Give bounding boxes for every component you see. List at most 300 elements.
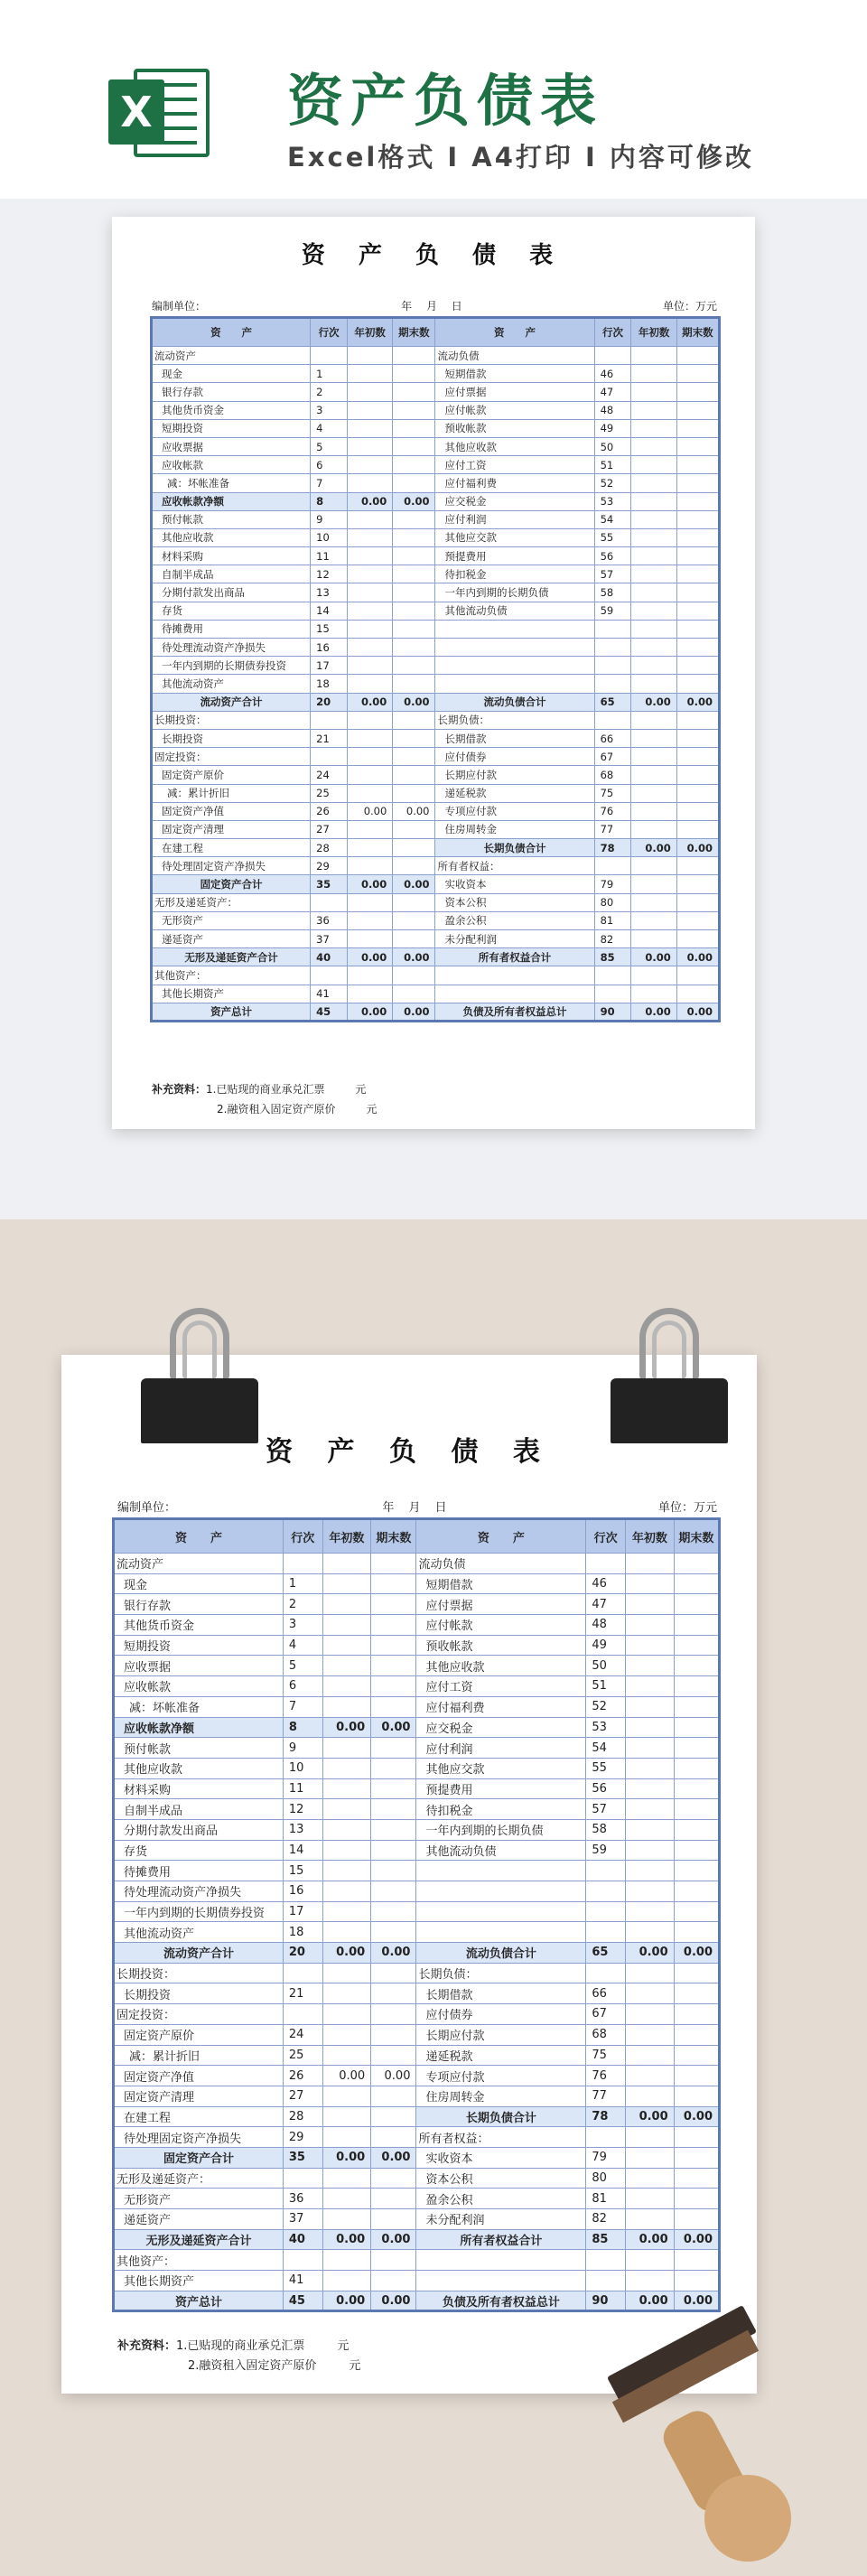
table-cell[interactable] (393, 620, 435, 638)
table-cell[interactable] (676, 748, 719, 766)
table-cell[interactable]: 9 (311, 510, 348, 528)
table-cell[interactable] (322, 1696, 371, 1717)
table-cell[interactable] (674, 2209, 719, 2230)
table-cell[interactable]: 1 (283, 1573, 322, 1594)
table-cell[interactable]: 67 (594, 748, 631, 766)
table-cell[interactable]: 90 (586, 2291, 626, 2311)
table-cell[interactable]: 5 (283, 1656, 322, 1676)
table-cell[interactable]: 其他应交款 (435, 528, 594, 546)
table-cell[interactable] (371, 1861, 416, 1881)
table-cell[interactable] (322, 1656, 371, 1676)
table-cell[interactable] (631, 565, 676, 583)
table-cell[interactable] (625, 1758, 674, 1778)
table-cell[interactable]: 79 (586, 2147, 626, 2168)
table-cell[interactable] (322, 1861, 371, 1881)
table-cell[interactable]: 82 (586, 2209, 626, 2230)
table-cell[interactable] (674, 1819, 719, 1840)
table-cell[interactable]: 自制半成品 (152, 565, 311, 583)
table-cell[interactable]: 18 (311, 675, 348, 693)
table-cell[interactable]: 递延资产 (114, 2209, 284, 2230)
table-cell[interactable] (371, 1758, 416, 1778)
table-cell[interactable] (674, 1635, 719, 1656)
table-cell[interactable]: 长期投资： (152, 711, 311, 729)
table-cell[interactable] (631, 893, 676, 911)
table-cell[interactable] (322, 1615, 371, 1636)
table-cell[interactable]: 82 (594, 930, 631, 948)
table-cell[interactable] (322, 1573, 371, 1594)
table-cell[interactable] (393, 985, 435, 1003)
table-cell[interactable]: 无形及递延资产： (114, 2168, 284, 2189)
table-cell[interactable]: 应交税金 (435, 492, 594, 510)
table-cell[interactable]: 14 (283, 1840, 322, 1861)
table-cell[interactable] (393, 657, 435, 675)
table-cell[interactable]: 66 (586, 1983, 626, 2004)
table-cell[interactable]: 0.00 (348, 693, 393, 711)
table-cell[interactable] (586, 1881, 626, 1902)
table-cell[interactable] (625, 2004, 674, 2025)
table-cell[interactable] (348, 711, 393, 729)
table-cell[interactable] (393, 675, 435, 693)
table-cell[interactable]: 应付帐款 (416, 1615, 586, 1636)
table-cell[interactable]: 56 (586, 1778, 626, 1799)
table-cell[interactable] (348, 565, 393, 583)
table-cell[interactable]: 6 (283, 1676, 322, 1697)
table-cell[interactable]: 75 (586, 2045, 626, 2066)
table-cell[interactable] (371, 2024, 416, 2045)
table-cell[interactable]: 45 (283, 2291, 322, 2311)
table-cell[interactable]: 0.00 (371, 2066, 416, 2086)
table-cell[interactable]: 材料采购 (114, 1778, 284, 1799)
table-cell[interactable] (371, 1881, 416, 1902)
table-cell[interactable] (322, 1758, 371, 1778)
table-cell[interactable]: 固定资产清理 (114, 2086, 284, 2106)
table-cell[interactable]: 0.00 (348, 875, 393, 893)
table-cell[interactable] (283, 2004, 322, 2025)
table-cell[interactable]: 应付工资 (416, 1676, 586, 1697)
table-cell[interactable]: 分期付款发出商品 (114, 1819, 284, 1840)
table-cell[interactable]: 未分配利润 (435, 930, 594, 948)
table-cell[interactable]: 固定资产原价 (114, 2024, 284, 2045)
table-cell[interactable]: 现金 (152, 365, 311, 383)
table-cell[interactable]: 0.00 (322, 1717, 371, 1738)
table-cell[interactable]: 17 (283, 1901, 322, 1922)
table-cell[interactable] (676, 857, 719, 875)
table-cell[interactable]: 0.00 (393, 948, 435, 966)
table-cell[interactable]: 长期应付款 (416, 2024, 586, 2045)
table-cell[interactable]: 0.00 (371, 2147, 416, 2168)
table-cell[interactable] (674, 2147, 719, 2168)
table-cell[interactable]: 实收资本 (435, 875, 594, 893)
table-cell[interactable]: 资本公积 (435, 893, 594, 911)
table-cell[interactable]: 48 (586, 1615, 626, 1636)
table-cell[interactable] (371, 1676, 416, 1697)
table-cell[interactable] (348, 510, 393, 528)
table-cell[interactable] (322, 1819, 371, 1840)
table-cell[interactable]: 负债及所有者权益总计 (416, 2291, 586, 2311)
table-cell[interactable] (322, 2024, 371, 2045)
table-cell[interactable]: 应付票据 (416, 1594, 586, 1615)
table-cell[interactable] (631, 492, 676, 510)
table-cell[interactable]: 13 (311, 583, 348, 602)
table-cell[interactable]: 2 (283, 1594, 322, 1615)
table-cell[interactable]: 26 (311, 802, 348, 820)
table-cell[interactable]: 待处理固定资产净损失 (152, 857, 311, 875)
table-cell[interactable] (625, 1778, 674, 1799)
table-cell[interactable] (322, 2168, 371, 2189)
table-cell[interactable] (371, 2045, 416, 2066)
table-cell[interactable] (348, 639, 393, 657)
table-cell[interactable]: 待处理流动资产净损失 (152, 639, 311, 657)
table-cell[interactable] (371, 2004, 416, 2025)
table-cell[interactable] (348, 911, 393, 929)
table-cell[interactable] (594, 675, 631, 693)
table-cell[interactable] (631, 766, 676, 784)
table-cell[interactable] (676, 510, 719, 528)
table-cell[interactable] (674, 1840, 719, 1861)
table-cell[interactable] (393, 784, 435, 802)
table-cell[interactable] (676, 474, 719, 492)
table-cell[interactable] (674, 1901, 719, 1922)
table-cell[interactable] (311, 711, 348, 729)
table-cell[interactable] (435, 620, 594, 638)
table-cell[interactable] (625, 2127, 674, 2148)
table-cell[interactable]: 应付帐款 (435, 401, 594, 419)
table-cell[interactable] (348, 419, 393, 437)
table-cell[interactable] (676, 893, 719, 911)
table-cell[interactable]: 20 (311, 693, 348, 711)
table-cell[interactable] (393, 839, 435, 857)
table-cell[interactable] (631, 547, 676, 565)
table-cell[interactable]: 银行存款 (114, 1594, 284, 1615)
table-cell[interactable] (322, 1840, 371, 1861)
table-cell[interactable] (322, 2106, 371, 2127)
table-cell[interactable]: 银行存款 (152, 383, 311, 401)
table-cell[interactable] (631, 347, 676, 365)
table-cell[interactable]: 长期应付款 (435, 766, 594, 784)
table-cell[interactable]: 一年内到期的长期负债 (435, 583, 594, 602)
table-cell[interactable]: 49 (594, 419, 631, 437)
table-cell[interactable] (393, 401, 435, 419)
table-cell[interactable] (416, 1881, 586, 1902)
table-cell[interactable] (625, 1799, 674, 1820)
table-cell[interactable] (322, 1963, 371, 1983)
table-cell[interactable] (625, 2024, 674, 2045)
table-cell[interactable] (674, 1963, 719, 1983)
table-cell[interactable]: 住房周转金 (435, 820, 594, 838)
table-cell[interactable]: 58 (594, 583, 631, 602)
table-cell[interactable] (631, 383, 676, 401)
table-cell[interactable]: 长期投资 (152, 729, 311, 747)
table-cell[interactable]: 其他应收款 (114, 1758, 284, 1778)
table-cell[interactable]: 0.00 (625, 2291, 674, 2311)
table-cell[interactable] (674, 1615, 719, 1636)
table-cell[interactable]: 50 (594, 437, 631, 455)
table-cell[interactable]: 无形及递延资产合计 (152, 948, 311, 966)
table-cell[interactable]: 预提费用 (435, 547, 594, 565)
table-cell[interactable]: 减：坏帐准备 (152, 474, 311, 492)
table-cell[interactable] (322, 1922, 371, 1943)
table-cell[interactable]: 3 (283, 1615, 322, 1636)
table-cell[interactable]: 50 (586, 1656, 626, 1676)
table-cell[interactable] (371, 1901, 416, 1922)
table-cell[interactable]: 应收帐款净额 (152, 492, 311, 510)
table-cell[interactable] (676, 911, 719, 929)
table-cell[interactable]: 8 (283, 1717, 322, 1738)
table-cell[interactable]: 固定资产合计 (152, 875, 311, 893)
table-cell[interactable] (625, 1656, 674, 1676)
table-cell[interactable]: 长期负债合计 (435, 839, 594, 857)
table-cell[interactable]: 29 (283, 2127, 322, 2148)
table-cell[interactable]: 0.00 (371, 2229, 416, 2250)
table-cell[interactable] (625, 1738, 674, 1759)
table-cell[interactable] (371, 1573, 416, 1594)
table-cell[interactable]: 65 (586, 1943, 626, 1964)
table-cell[interactable] (393, 583, 435, 602)
table-cell[interactable] (631, 602, 676, 620)
table-cell[interactable]: 长期借款 (416, 1983, 586, 2004)
table-cell[interactable]: 应收票据 (152, 437, 311, 455)
table-cell[interactable] (586, 2271, 626, 2291)
table-cell[interactable]: 41 (311, 985, 348, 1003)
table-cell[interactable]: 47 (594, 383, 631, 401)
table-cell[interactable] (674, 2250, 719, 2271)
table-cell[interactable]: 减：坏帐准备 (114, 1696, 284, 1717)
table-cell[interactable]: 固定资产原价 (152, 766, 311, 784)
table-cell[interactable]: 流动负债合计 (416, 1943, 586, 1964)
table-cell[interactable] (371, 2168, 416, 2189)
table-cell[interactable]: 存货 (152, 602, 311, 620)
table-cell[interactable] (631, 365, 676, 383)
table-cell[interactable] (676, 875, 719, 893)
table-cell[interactable] (676, 401, 719, 419)
table-cell[interactable] (625, 1554, 674, 1574)
table-cell[interactable]: 4 (311, 419, 348, 437)
table-cell[interactable]: 80 (594, 893, 631, 911)
table-cell[interactable] (348, 602, 393, 620)
table-cell[interactable] (348, 766, 393, 784)
table-cell[interactable] (631, 930, 676, 948)
table-cell[interactable] (393, 347, 435, 365)
table-cell[interactable]: 28 (311, 839, 348, 857)
table-cell[interactable] (371, 1615, 416, 1636)
table-cell[interactable]: 流动负债合计 (435, 693, 594, 711)
table-cell[interactable] (625, 1635, 674, 1656)
table-cell[interactable] (348, 820, 393, 838)
table-cell[interactable] (631, 437, 676, 455)
table-cell[interactable] (625, 2189, 674, 2209)
table-cell[interactable] (594, 620, 631, 638)
table-cell[interactable] (631, 784, 676, 802)
table-cell[interactable]: 短期投资 (152, 419, 311, 437)
table-cell[interactable] (416, 1901, 586, 1922)
table-cell[interactable] (393, 966, 435, 985)
table-cell[interactable] (674, 1881, 719, 1902)
table-cell[interactable]: 流动负债 (435, 347, 594, 365)
table-cell[interactable]: 预收帐款 (416, 1635, 586, 1656)
table-cell[interactable]: 一年内到期的长期债券投资 (152, 657, 311, 675)
table-cell[interactable] (674, 2004, 719, 2025)
table-cell[interactable]: 37 (283, 2209, 322, 2230)
table-cell[interactable] (348, 930, 393, 948)
table-cell[interactable]: 专项应付款 (416, 2066, 586, 2086)
table-cell[interactable]: 所有者权益： (435, 857, 594, 875)
table-cell[interactable] (348, 347, 393, 365)
table-cell[interactable] (586, 1861, 626, 1881)
table-cell[interactable]: 20 (283, 1943, 322, 1964)
table-cell[interactable]: 79 (594, 875, 631, 893)
table-cell[interactable]: 0.00 (322, 2147, 371, 2168)
table-cell[interactable]: 应收帐款 (114, 1676, 284, 1697)
table-cell[interactable] (625, 2086, 674, 2106)
table-cell[interactable]: 27 (283, 2086, 322, 2106)
table-cell[interactable]: 待摊费用 (114, 1861, 284, 1881)
table-cell[interactable]: 24 (311, 766, 348, 784)
table-cell[interactable]: 无形资产 (152, 911, 311, 929)
table-cell[interactable] (625, 2066, 674, 2086)
table-cell[interactable] (393, 711, 435, 729)
table-cell[interactable] (348, 729, 393, 747)
table-cell[interactable]: 长期投资 (114, 1983, 284, 2004)
table-cell[interactable] (674, 1799, 719, 1820)
table-cell[interactable] (393, 911, 435, 929)
table-cell[interactable]: 应付利润 (435, 510, 594, 528)
table-cell[interactable] (348, 456, 393, 474)
table-cell[interactable]: 应交税金 (416, 1717, 586, 1738)
table-cell[interactable]: 51 (594, 456, 631, 474)
table-cell[interactable]: 其他流动资产 (114, 1922, 284, 1943)
table-cell[interactable] (322, 2045, 371, 2066)
table-cell[interactable] (631, 985, 676, 1003)
table-cell[interactable]: 0.00 (674, 2229, 719, 2250)
table-cell[interactable]: 0.00 (322, 2291, 371, 2311)
table-cell[interactable] (322, 2127, 371, 2148)
table-cell[interactable]: 资产总计 (152, 1003, 311, 1021)
table-cell[interactable]: 4 (283, 1635, 322, 1656)
table-cell[interactable] (676, 766, 719, 784)
table-cell[interactable] (625, 1840, 674, 1861)
table-cell[interactable] (631, 639, 676, 657)
table-cell[interactable]: 所有者权益合计 (435, 948, 594, 966)
table-cell[interactable] (322, 1594, 371, 1615)
table-cell[interactable]: 减：累计折旧 (114, 2045, 284, 2066)
table-cell[interactable] (674, 2168, 719, 2189)
table-cell[interactable]: 其他货币资金 (152, 401, 311, 419)
table-cell[interactable]: 长期投资： (114, 1963, 284, 1983)
table-cell[interactable]: 短期投资 (114, 1635, 284, 1656)
table-cell[interactable] (435, 657, 594, 675)
table-cell[interactable]: 40 (283, 2229, 322, 2250)
table-cell[interactable]: 应付债券 (416, 2004, 586, 2025)
table-cell[interactable]: 其他长期资产 (114, 2271, 284, 2291)
table-cell[interactable]: 固定投资： (114, 2004, 284, 2025)
table-cell[interactable]: 待摊费用 (152, 620, 311, 638)
table-cell[interactable] (625, 1594, 674, 1615)
table-cell[interactable] (371, 2271, 416, 2291)
table-cell[interactable] (631, 510, 676, 528)
table-cell[interactable] (371, 1696, 416, 1717)
table-cell[interactable] (393, 820, 435, 838)
table-cell[interactable]: 18 (283, 1922, 322, 1943)
table-cell[interactable]: 住房周转金 (416, 2086, 586, 2106)
table-cell[interactable] (676, 583, 719, 602)
table-cell[interactable]: 35 (283, 2147, 322, 2168)
table-cell[interactable]: 11 (283, 1778, 322, 1799)
table-cell[interactable] (348, 839, 393, 857)
table-cell[interactable] (348, 893, 393, 911)
table-cell[interactable]: 78 (594, 839, 631, 857)
table-cell[interactable] (625, 1676, 674, 1697)
table-cell[interactable]: 5 (311, 437, 348, 455)
table-cell[interactable]: 0.00 (674, 2106, 719, 2127)
table-cell[interactable] (674, 1554, 719, 1574)
table-cell[interactable] (348, 657, 393, 675)
table-cell[interactable] (393, 419, 435, 437)
table-cell[interactable] (594, 966, 631, 985)
table-cell[interactable]: 现金 (114, 1573, 284, 1594)
table-cell[interactable]: 流动资产 (152, 347, 311, 365)
table-cell[interactable] (676, 930, 719, 948)
table-cell[interactable] (435, 675, 594, 693)
table-cell[interactable] (676, 365, 719, 383)
table-cell[interactable] (416, 1922, 586, 1943)
table-cell[interactable]: 13 (283, 1819, 322, 1840)
table-cell[interactable] (348, 365, 393, 383)
table-cell[interactable] (625, 1861, 674, 1881)
table-cell[interactable] (676, 784, 719, 802)
table-cell[interactable] (676, 602, 719, 620)
table-cell[interactable] (322, 1881, 371, 1902)
table-cell[interactable] (631, 474, 676, 492)
table-cell[interactable]: 流动资产合计 (152, 693, 311, 711)
table-cell[interactable] (625, 2209, 674, 2230)
table-cell[interactable] (283, 1554, 322, 1574)
table-cell[interactable] (348, 401, 393, 419)
table-cell[interactable]: 待处理固定资产净损失 (114, 2127, 284, 2148)
table-cell[interactable]: 一年内到期的长期负债 (416, 1819, 586, 1840)
table-cell[interactable]: 53 (586, 1717, 626, 1738)
table-cell[interactable] (371, 2086, 416, 2106)
table-cell[interactable]: 0.00 (393, 693, 435, 711)
table-cell[interactable] (674, 2189, 719, 2209)
table-cell[interactable] (348, 528, 393, 546)
table-cell[interactable]: 8 (311, 492, 348, 510)
table-cell[interactable] (625, 1717, 674, 1738)
table-cell[interactable]: 在建工程 (152, 839, 311, 857)
table-cell[interactable] (348, 857, 393, 875)
table-cell[interactable] (371, 1778, 416, 1799)
table-cell[interactable] (674, 1861, 719, 1881)
table-cell[interactable] (348, 620, 393, 638)
table-cell[interactable] (676, 419, 719, 437)
table-cell[interactable]: 0.00 (393, 1003, 435, 1021)
table-cell[interactable]: 所有者权益合计 (416, 2229, 586, 2250)
table-cell[interactable]: 0.00 (674, 2291, 719, 2311)
table-cell[interactable] (676, 456, 719, 474)
table-cell[interactable]: 25 (283, 2045, 322, 2066)
table-cell[interactable] (676, 639, 719, 657)
table-cell[interactable]: 10 (311, 528, 348, 546)
table-cell[interactable] (676, 620, 719, 638)
table-cell[interactable] (371, 1656, 416, 1676)
table-cell[interactable]: 应付利润 (416, 1738, 586, 1759)
table-cell[interactable]: 分期付款发出商品 (152, 583, 311, 602)
table-cell[interactable] (348, 583, 393, 602)
table-cell[interactable]: 流动负债 (416, 1554, 586, 1574)
table-cell[interactable]: 其他资产： (114, 2250, 284, 2271)
table-cell[interactable]: 9 (283, 1738, 322, 1759)
table-cell[interactable]: 66 (594, 729, 631, 747)
table-cell[interactable]: 11 (311, 547, 348, 565)
